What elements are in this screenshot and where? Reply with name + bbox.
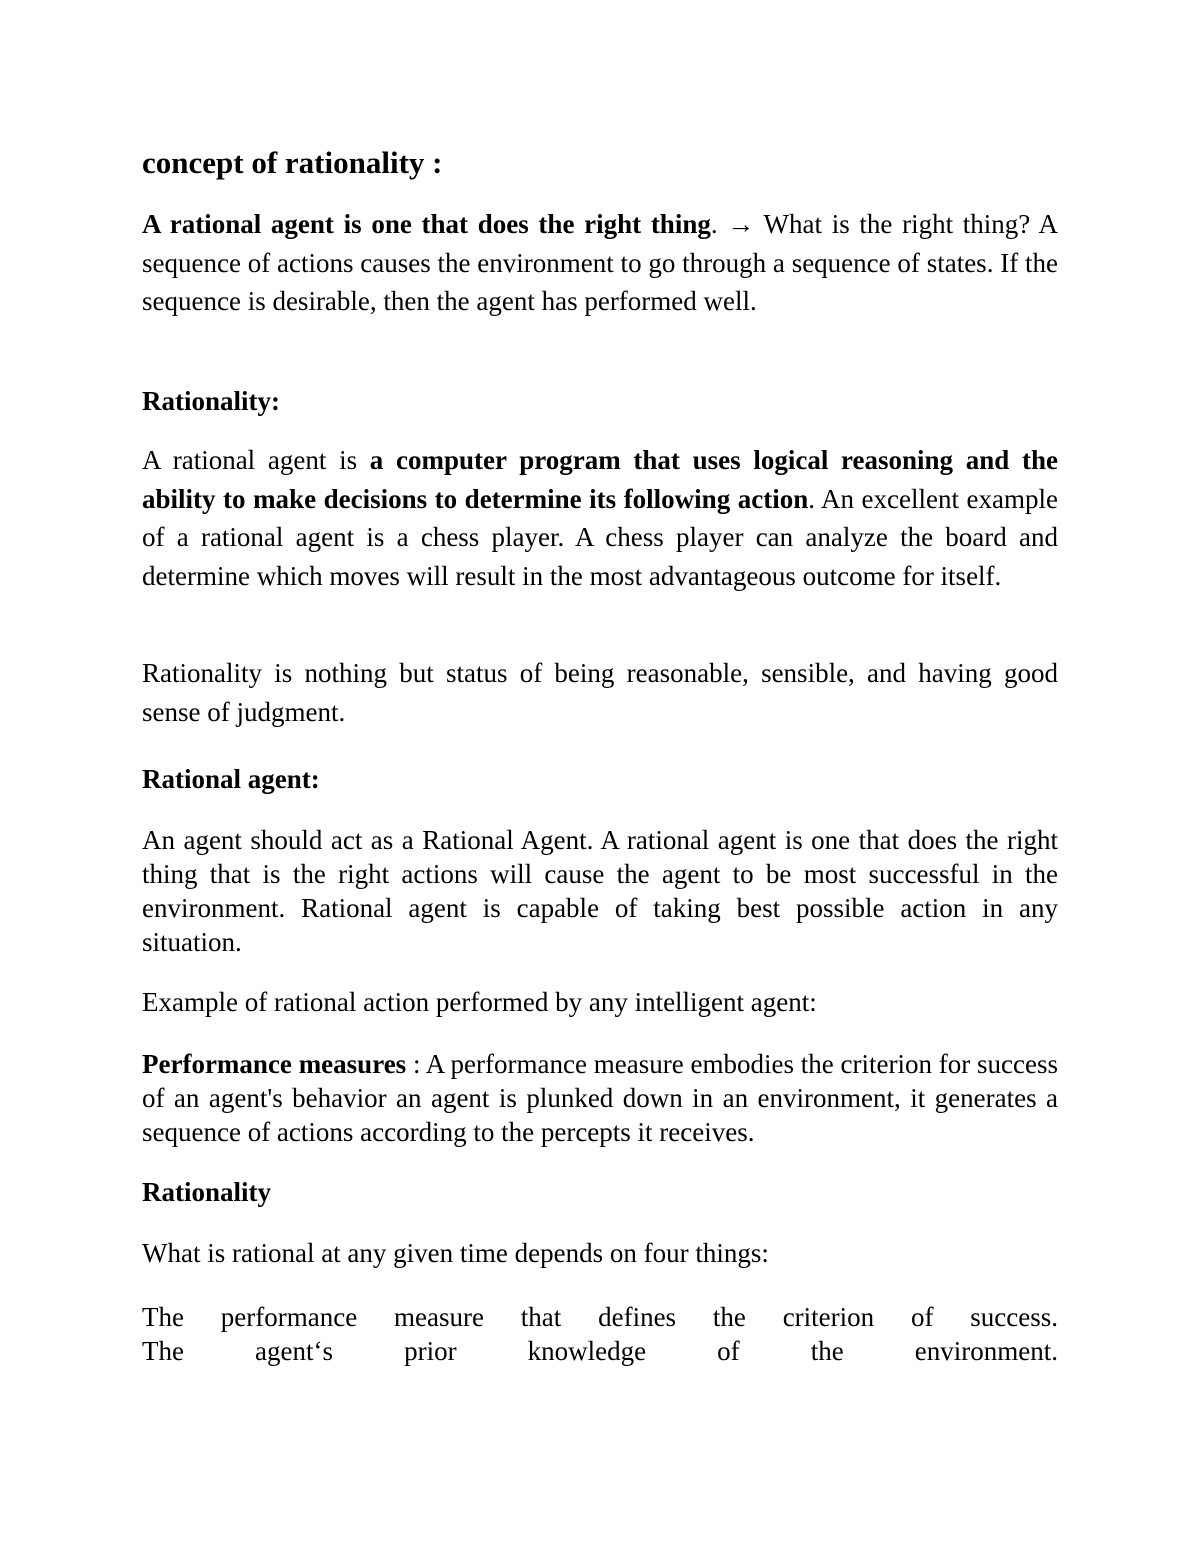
paragraph-text: . → What is the right thing? A sequence of actions causes the environment to go through a sequence of states. If the sequence is desirable, then the agent has performed well. <box>142 209 1058 316</box>
paragraph-rational-agent-acts: An agent should act as a Rational Agent. A rational agent is one that does the right thing that is the right actions will cause the agent to be most successful in the environment. Rational agent is capable of taking best possible action in any situation. <box>142 825 1058 957</box>
paragraph-four-things: What is rational at any given time depends on four things: <box>142 1238 769 1268</box>
heading-rationality: Rationality: <box>142 386 280 416</box>
paragraph-performance-measures <box>142 1047 1058 1149</box>
heading-rational-agent: Rational agent: <box>142 764 320 794</box>
bold-phrase: A rational agent is one that does the right thing <box>142 209 711 239</box>
list-item: The performance measure that defines the criterion of success. <box>142 1302 1058 1332</box>
heading-rationality-2: Rationality <box>142 1177 272 1207</box>
page-title: concept of rationality : <box>142 145 443 180</box>
paragraph-example-intro: Example of rational action performed by any intelligent agent: <box>142 987 817 1017</box>
paragraph-text: : A performance measure embodies the criterion for success of an agent's behavior an agent is plunked down in an environment, it generates a sequence of actions according to the percepts it receives. <box>142 1049 1058 1147</box>
paragraph-text: . An excellent example of a rational agent is a chess player. A chess player can analyze the board and determine which moves will result in the most advantageous outcome for itself. <box>142 483 1058 591</box>
paragraph-rationality-meaning: Rationality is nothing but status of being reasonable, sensible, and having good sense of judgment. <box>142 658 1058 727</box>
bold-phrase: a computer program that uses logical reasoning and the ability to make decisions to determine its following action <box>142 445 1058 514</box>
paragraph-text: A rational agent is <box>142 445 370 475</box>
paragraph-rational-agent-program <box>142 441 1058 595</box>
bold-phrase: Performance measures <box>142 1049 407 1079</box>
four-things-list <box>142 1298 1058 1366</box>
list-item: The agent‘s prior knowledge of the environment. <box>142 1336 1058 1366</box>
paragraph-rational-agent-definition <box>142 205 1058 321</box>
